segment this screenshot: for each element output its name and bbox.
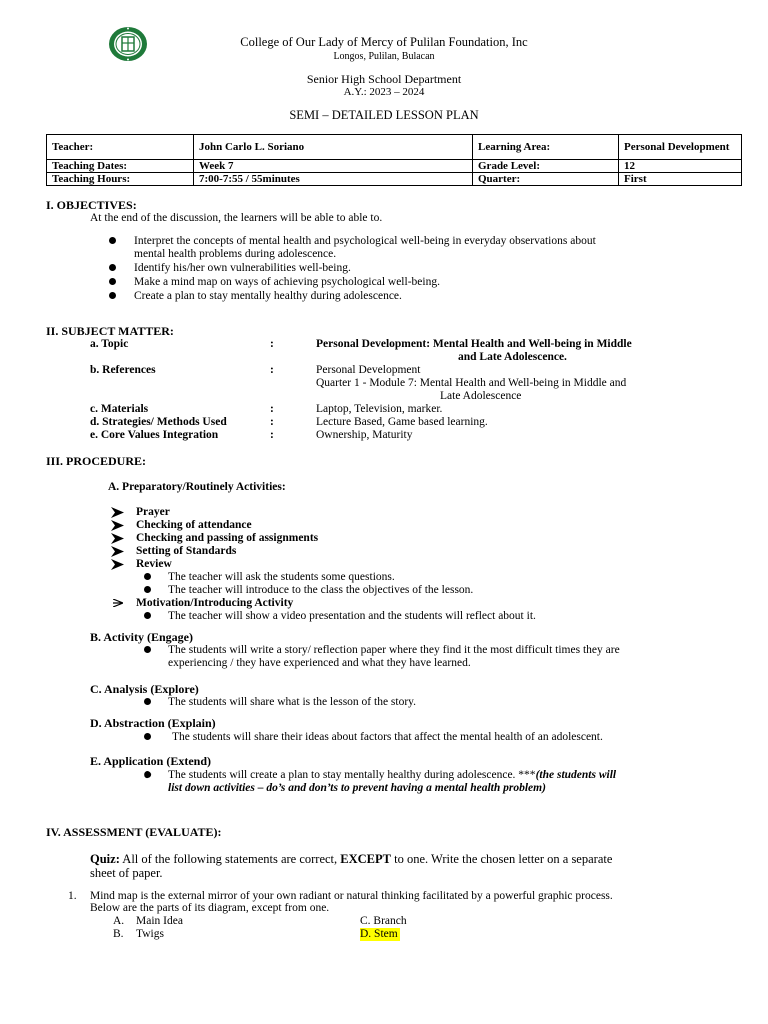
bullet-icon (144, 733, 151, 740)
application-item-note: list down activities – do’s and don’ts to prevent having a mental health problem) (168, 782, 546, 794)
table-row (47, 135, 742, 160)
motivation-label: Motivation/Introducing Activity (136, 597, 294, 609)
references-value: Quarter 1 - Module 7: Mental Health and Well-being in Middle and (316, 377, 627, 389)
table-cell: Teaching Dates: (47, 160, 194, 173)
table-cell: John Carlo L. Soriano (194, 135, 473, 160)
bullet-icon (144, 612, 151, 619)
colon: : (270, 338, 274, 350)
objective-item: Create a plan to stay mentally healthy during adolescence. (134, 290, 402, 302)
materials-label: c. Materials (90, 403, 149, 415)
table-cell: Teacher: (47, 135, 194, 160)
analysis-heading: C. Analysis (Explore) (90, 682, 199, 696)
routine-item: Checking of attendance (136, 519, 252, 531)
choice-c: C. Branch (360, 915, 407, 927)
routine-item: Setting of Standards (136, 545, 237, 557)
review-item: The teacher will ask the students some questions. (168, 571, 395, 583)
references-label: b. References (90, 364, 156, 376)
assessment-heading: IV. ASSESSMENT (EVALUATE): (46, 825, 222, 839)
application-item-text: The students will create a plan to stay mentally healthy during adolescence. *** (168, 769, 536, 781)
quiz-except: EXCEPT (340, 852, 391, 866)
abstraction-heading: D. Abstraction (Explain) (90, 716, 216, 730)
colon: : (270, 403, 274, 415)
teacher-info-table (46, 134, 742, 186)
bullet-icon (144, 646, 151, 653)
choice-text: Twigs (136, 928, 164, 940)
topic-label: a. Topic (90, 338, 129, 350)
table-cell: Grade Level: (473, 160, 619, 173)
colon: : (270, 416, 274, 428)
application-heading: E. Application (Extend) (90, 754, 212, 768)
bullet-icon (109, 264, 116, 271)
strategies-value: Lecture Based, Game based learning. (316, 416, 488, 428)
references-value: Late Adolescence (440, 390, 522, 402)
strategies-label: d. Strategies/ Methods Used (90, 416, 227, 428)
procedure-heading: III. PROCEDURE: (46, 454, 147, 468)
routine-item: Review (136, 558, 172, 570)
table-cell: 12 (619, 160, 742, 173)
arrow-bullet-icon (111, 520, 124, 531)
core-values-value: Ownership, Maturity (316, 429, 413, 441)
objective-item: Make a mind map on ways of achieving psychological well-being. (134, 276, 440, 288)
materials-value: Laptop, Television, marker. (316, 403, 443, 415)
choice-d-highlighted: D. Stem (360, 928, 398, 940)
preparatory-heading: A. Preparatory/Routinely Activities: (108, 481, 286, 493)
question-text: Below are the parts of its diagram, except from one. (90, 902, 330, 914)
lesson-plan-title: SEMI – DETAILED LESSON PLAN (289, 108, 479, 122)
arrow-bullet-icon (111, 559, 124, 570)
motivation-item: The teacher will show a video presentation and the students will reflect about it. (168, 610, 536, 622)
objectives-heading: I. OBJECTIVES: (46, 198, 137, 212)
colon: : (270, 364, 274, 376)
objectives-intro: At the end of the discussion, the learners will be able to able to. (90, 212, 383, 224)
choice-letter: A. (113, 915, 125, 927)
routine-item: Checking and passing of assignments (136, 532, 319, 544)
quiz-text: All of the following statements are correct, (122, 852, 338, 866)
abstraction-item: The students will share their ideas about factors that affect the mental health of an adolescent. (172, 731, 603, 743)
colon: : (270, 429, 274, 441)
arrow-bullet-icon (113, 599, 123, 607)
table-cell: Personal Development (619, 135, 742, 160)
activity-item: experiencing / they have experienced and what they have learned. (168, 657, 471, 669)
topic-value: and Late Adolescence. (458, 351, 567, 363)
quiz-label: Quiz: (90, 852, 120, 866)
quiz-text: sheet of paper. (90, 866, 163, 880)
table-row (47, 173, 742, 186)
quiz-text: to one. Write the chosen letter on a separate (394, 852, 613, 866)
bullet-icon (109, 278, 116, 285)
table-cell: Week 7 (194, 160, 473, 173)
choice-text: Main Idea (136, 915, 183, 927)
objective-item: Identify his/her own vulnerabilities well-being. (134, 262, 351, 274)
table-cell: First (619, 173, 742, 186)
school-name: College of Our Lady of Mercy of Pulilan Foundation, Inc (240, 35, 528, 49)
question-number: 1. (68, 890, 77, 902)
question-text: Mind map is the external mirror of your own radiant or natural thinking facilitated by a powerful graphic process. (90, 890, 613, 902)
table-cell: 7:00-7:55 / 55minutes (194, 173, 473, 186)
routine-item: Prayer (136, 506, 170, 518)
subject-matter-heading: II. SUBJECT MATTER: (46, 324, 174, 338)
arrow-bullet-icon (111, 507, 124, 518)
application-item (168, 769, 616, 782)
topic-value: Personal Development: Mental Health and Well-being in Middle (316, 338, 632, 350)
activity-item: The students will write a story/ reflection paper where they find it the most difficult times they are (168, 644, 620, 656)
references-value: Personal Development (316, 364, 421, 376)
bullet-icon (109, 237, 116, 244)
quiz-instructions (90, 852, 710, 866)
bullet-icon (144, 586, 151, 593)
table-cell: Quarter: (473, 173, 619, 186)
choice-letter: B. (113, 928, 124, 940)
objective-item: mental health problems during adolescence. (134, 248, 337, 260)
arrow-bullet-icon (111, 546, 124, 557)
bullet-icon (144, 573, 151, 580)
academic-year: A.Y.: 2023 – 2024 (343, 86, 425, 98)
objective-item: Interpret the concepts of mental health and psychological well-being in everyday observations about (134, 235, 596, 247)
bullet-icon (144, 698, 151, 705)
analysis-item: The students will share what is the lesson of the story. (168, 696, 417, 708)
activity-heading: B. Activity (Engage) (90, 630, 193, 644)
table-cell: Learning Area: (473, 135, 619, 160)
review-item: The teacher will introduce to the class the objectives of the lesson. (168, 584, 474, 596)
application-item-note: (the students will (535, 769, 617, 781)
core-values-label: e. Core Values Integration (90, 429, 219, 441)
school-address: Longos, Pulilan, Bulacan (333, 51, 435, 62)
table-row (47, 160, 742, 173)
department: Senior High School Department (306, 72, 462, 86)
table-cell: Teaching Hours: (47, 173, 194, 186)
arrow-bullet-icon (111, 533, 124, 544)
bullet-icon (109, 292, 116, 299)
bullet-icon (143, 770, 152, 779)
